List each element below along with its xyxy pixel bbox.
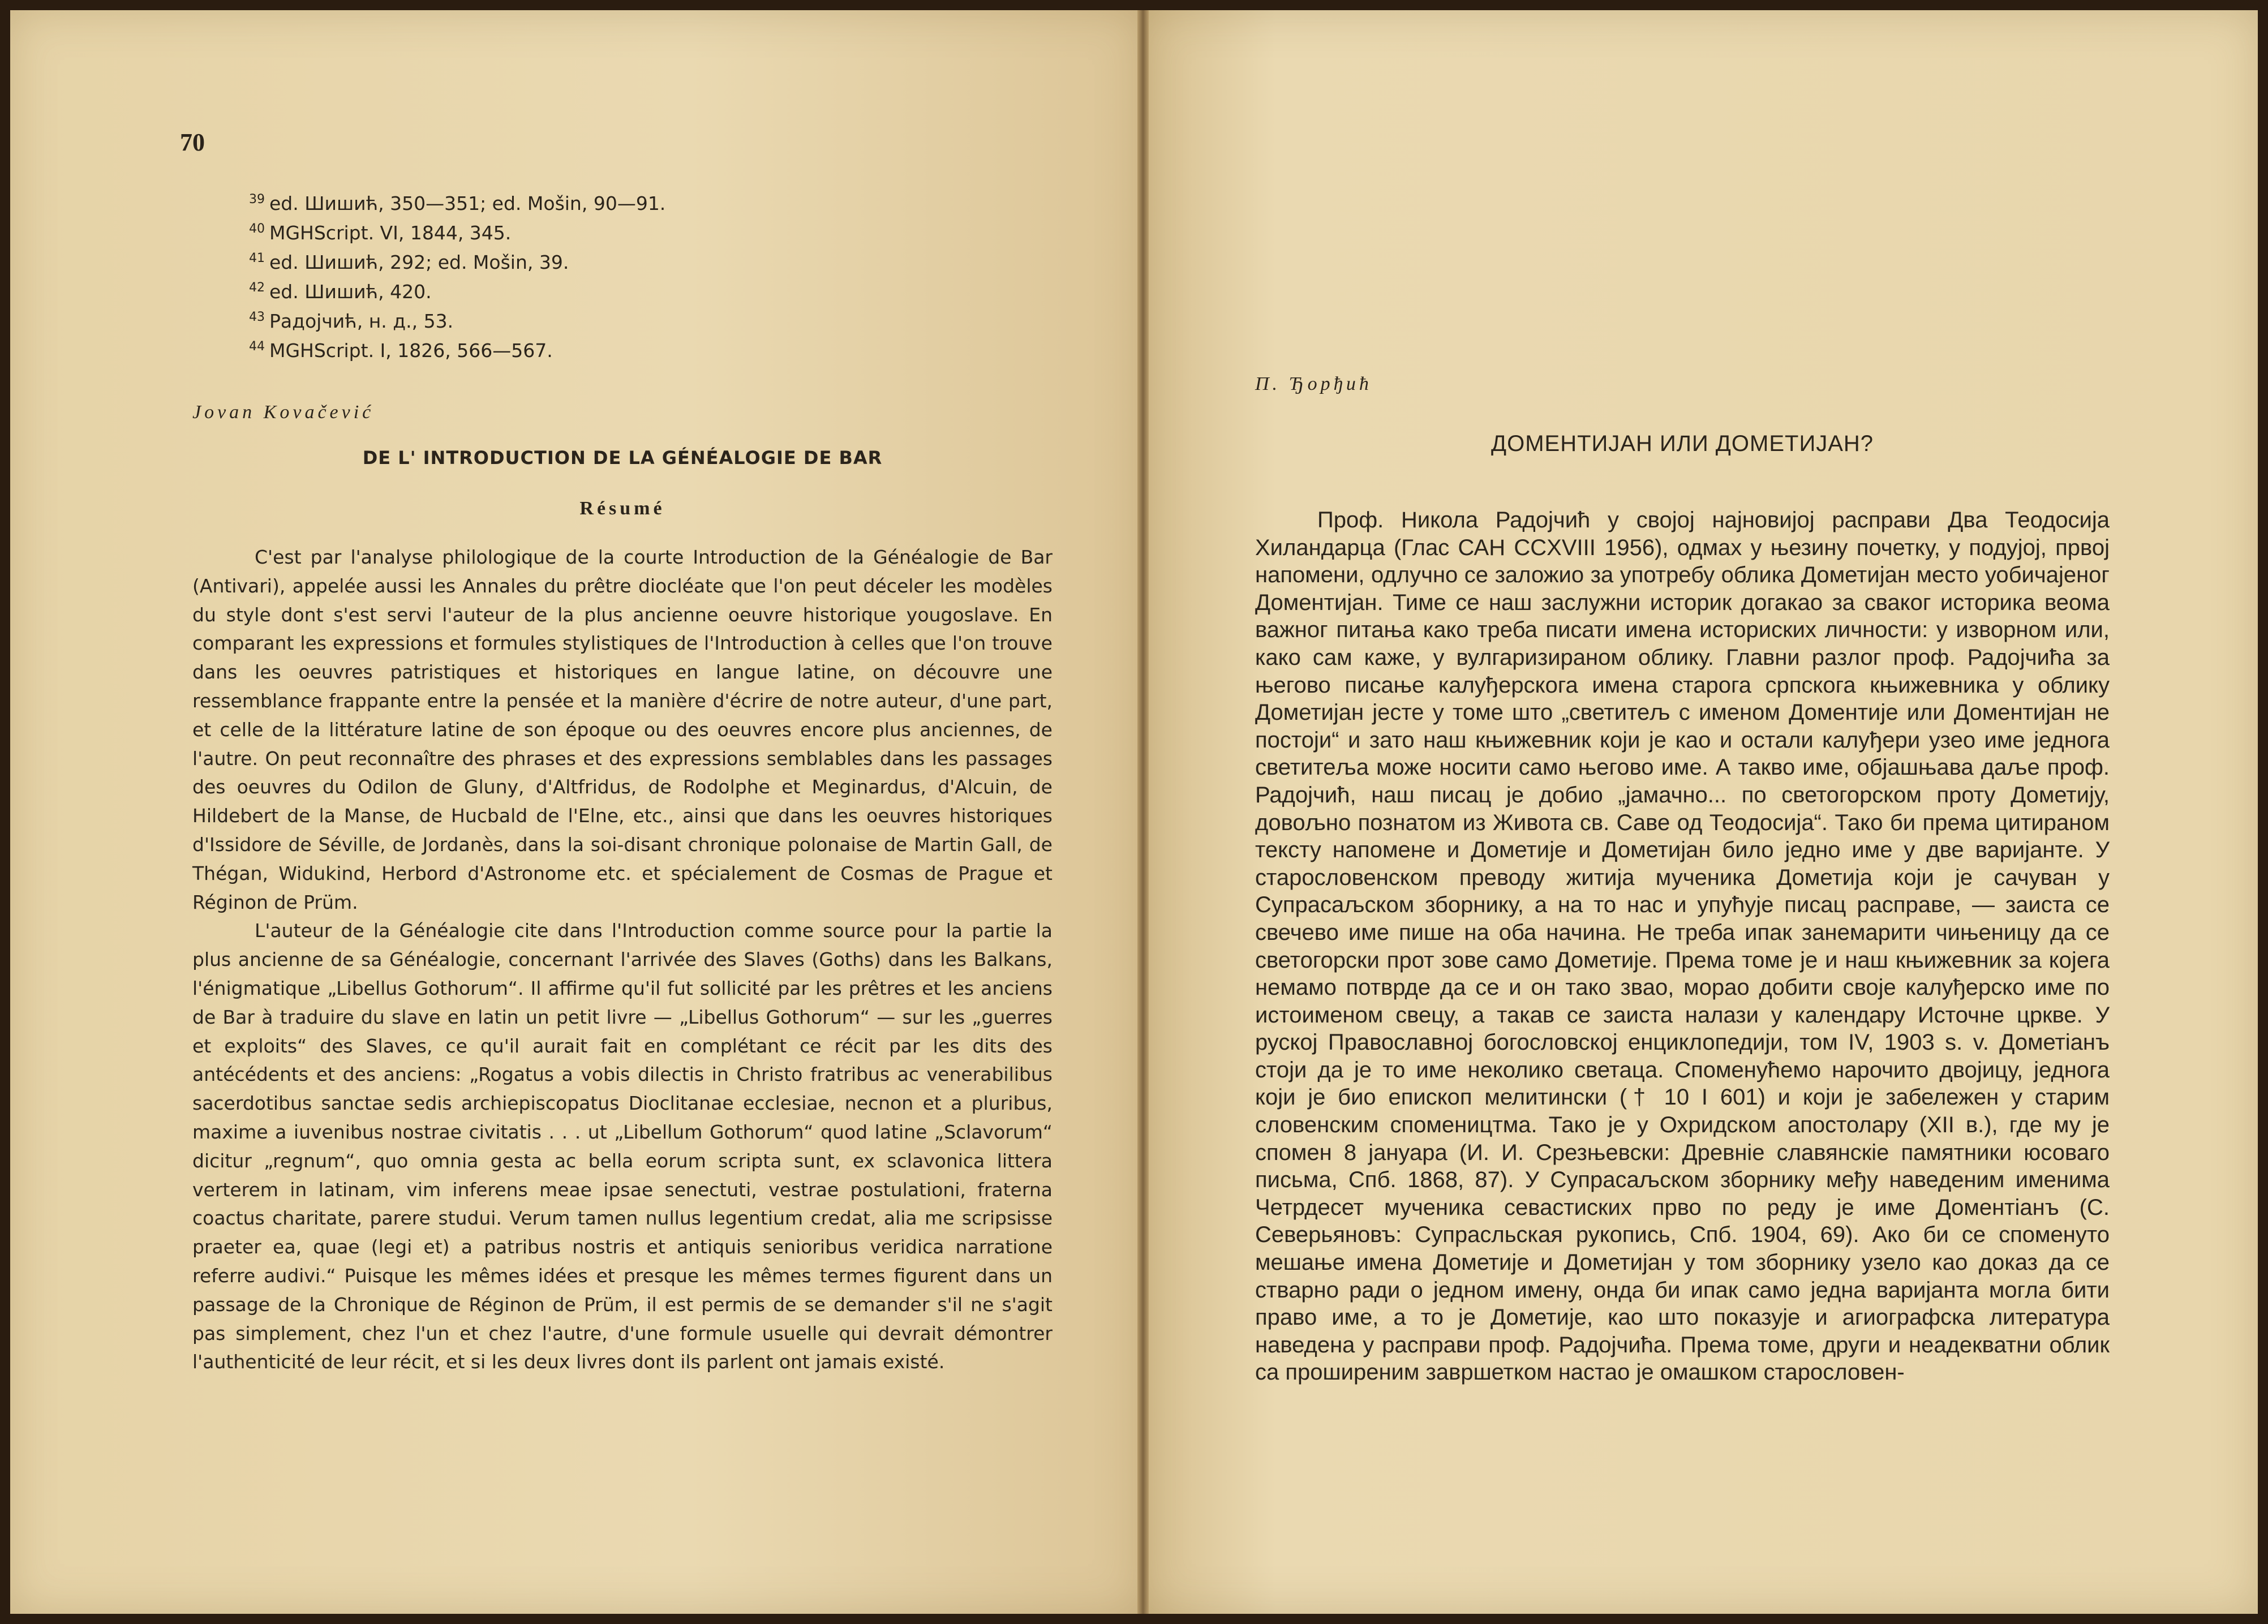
footnotes	[249, 187, 665, 363]
resume-heading: Résumé	[579, 498, 665, 519]
right-article-title: ДОМЕНТИЈАН ИЛИ ДОМЕТИЈАН?	[1490, 431, 1874, 456]
paragraph: Проф. Никола Радојчић у својој најновијој расправи Два Теодосија Хиландарца (Глас САН CCXVIII 1956), одмах у њезину почетку, у подујој, првој напомени, одлучно се заложио за употребу облика Дометијан место уобичајеног Доментијан. Тиме се наш заслужни историк догакао за сваког историка веома важног питања како треба писати имена историских личности: у изворном или, како сам каже, у вулгаризираном облику. Главни разлог проф. Радојчића за његово писање калуђерскога имена старога српскога књижевника у облику Дометијан јесте у томе што „светитељ с именом Доментије или Доментијан не постоји“ и зато наш књижевник који је као и остали калуђери узео име једнога светитеља може носити само његово име. А такво име, објашњава даље проф. Радојчић, наш писац је добио „јамачно... по светогорском проту Дометију, довољно познатом из Живота св. Саве од Теодосија“. Тако би према цитираном тексту напомене и Дометије и Дометијан било једно име у две варијанте. У старословенском преводу житија мученика Дометија који је сачуван у Супрасаљском зборнику, а на то нас и упућује писац расправе, — заиста се свечево име пише на оба начина. Не треба ипак занемарити чињеницу да се светогорски прот зове само Дометије. Према томе је и наш књижевник за којега немамо потврде да се и он тако звао, морао добити своје калуђерско име по истоименом свецу, а такав се заиста налази у календару Источне цркве. У руској Православној богословској енциклопедији, том IV, 1903 s. v. Дометіанъ стоји да је то име неколико светаца. Споменућемо нарочито двојицу, једнога који је био епископ мелитински († 10 I 601) и који је забележен у старим словенским спомеництма. Тако је у Охридском апостолару (XII в.), где му је спомен 8 јануара (И. И. Срезњевски: Древніе славянскіе памятники юсоваго письма, Спб. 1868, 87). У Супрасаљском зборнику међу наведеним именима Четрдесет мученика севастиских прво по реду је име Доментіанъ (С. Северьяновъ: Супрасльская рукопись, Спб. 1904, 69). Ако би се споменуто мешање имена Дометије и Дометијан у том зборнику узело као доказ да се стварно ради о једном имену, онда би ипак само једна варијанта могла бити право име, а то је Дометије, као што показује и агиографска литература наведена у расправи проф. Радојчића. Према томе, други и неадекватни облик са проширеним завршетком настао је омашком старословен-	[1255, 508, 2110, 1385]
footnote: $^{41}$ ed. Шишић, 292; ed. Mošin, 39.	[249, 251, 569, 273]
page-number: 70	[180, 128, 205, 156]
right-author: П. Ђорђић	[1255, 373, 1372, 394]
footnote: $^{39}$ ed. Шишић, 350—351; ed. Mošin, 90—91.	[249, 192, 666, 214]
footnote: $^{44}$ MGHScript. I, 1826, 566—567.	[249, 340, 553, 362]
right-body-text	[1255, 506, 2110, 1386]
left-author: Jovan Kovačević	[192, 402, 375, 423]
footnote: $^{42}$ ed. Шишић, 420.	[249, 281, 432, 303]
footnote: $^{40}$ MGHScript. VI, 1844, 345.	[249, 222, 512, 244]
paragraph: C'est par l'analyse philologique de la courte Introduction de la Généalogie de Bar (Antivari), appelée aussi les Annales du prêtre diocléate que l'on peut déceler les modèles du style dont s'est servi l'auteur de la plus ancienne oeuvre historique yougoslave. En comparant les expressions et formules stylistiques de l'Introduction à celles que l'on trouve dans les oeuvres patristiques et historiques en langue latine, on découvre une ressemblance frappante entre la pensée et la manière d'écrire de notre auteur, d'une part, et celle de la littérature latine de son époque ou des oeuvres encore plus anciennes, de l'autre. On peut reconnaître des phrases et des expressions semblables dans les passages des oeuvres du Odilon de Gluny, d'Altfridus, de Rodolphe et Meginardus, d'Alcuin, de Hildebert de la Manse, de Hucbald de l'Elne, etc., ainsi que dans les oeuvres historiques d'Issidore de Séville, de Jordanès, dans la soi-disant chronique polonaise de Martin Gall, de Thégan, Widukind, Herbord d'Astronome etc. et spécialement de Cosmas de Prague et Réginon de Prüm.	[192, 546, 1053, 913]
left-body-text	[192, 543, 1053, 1377]
footnote: $^{43}$ Радојчић, н. д., 53.	[249, 310, 454, 332]
paragraph: L'auteur de la Généalogie cite dans l'Introduction comme source pour la partie la plus ancienne de sa Généalogie, concernant l'arrivée des Slaves (Goths) dans les Balkans, l'énigmatique „Libellus Gothorum“. Il affirme qu'il fut sollicité par les prêtres et les anciens de Bar à traduire du slave en latin un petit livre — „Libellus Gothorum“ — sur les „guerres et exploits“ des Slaves, ce qu'il aurait fait en complétant ce récit par les dits des antécédents et des anciens: „Rogatus a vobis dilectis in Christo fratribus ac venerabilibus sacerdotibus sanctae sedis archiepiscopatus Dioclitanae ecclesiae, necnon et a pluribus, maxime a iuvenibus nostrae civitatis . . . ut „Libellum Gothorum“ quod latine „Sclavorum“ dicitur „regnum“, quo omnia gesta ac bella eorum scripta sunt, ex sclavonica littera verterem in latinam, vim inferens meae ipsae senectuti, vestrae postulationi, fraterna coactus charitate, parere studui. Verum tamen nullus legentium credat, alia me scripsisse praeter ea, quae (legi et) a patribus nostris et antiquis senioribus veridica narratione referre audivi.“ Puisque les mêmes idées et presque les mêmes termes figurent dans un passage de la Chronique de Réginon de Prüm, il est permis de se demander s'il ne s'agit pas simplement, chez l'un et chez l'autre, d'une formule usuelle qui devrait démontrer l'authenticité de leur récit, et si les deux livres dont ils parlent ont jamais existé.	[192, 920, 1053, 1373]
book-gutter	[1137, 10, 1149, 1614]
left-article-title: DE L' INTRODUCTION DE LA GÉNÉALOGIE DE BAR	[362, 447, 883, 469]
